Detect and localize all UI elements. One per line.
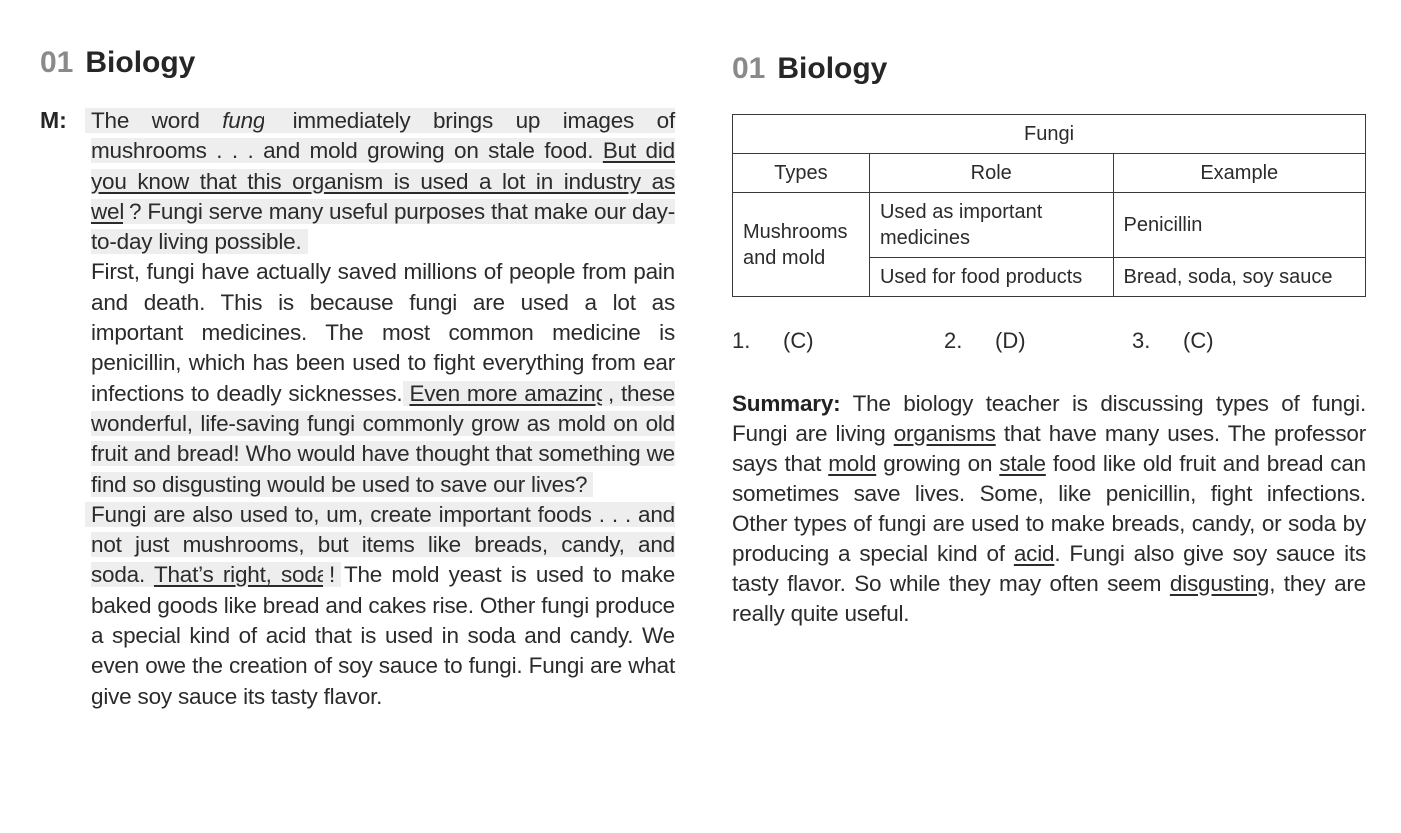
table-cell-type: Mushrooms and mold bbox=[733, 193, 870, 297]
answer-item bbox=[944, 328, 1026, 354]
section-number: 01 bbox=[732, 52, 766, 85]
text-run: First, fungi have actually saved millions of people from pain and death. This is because fungi are used a lot as important medicines. The most common medicine is penicillin, which has been used to fight everything from ear infections to deadly sicknesses. bbox=[91, 259, 675, 406]
table-header-example: Example bbox=[1113, 154, 1366, 193]
answer-number: 2. bbox=[944, 328, 963, 353]
section-title: Biology bbox=[85, 46, 196, 79]
section-heading-right bbox=[732, 52, 887, 86]
fungi-table bbox=[732, 114, 1366, 297]
answer-item bbox=[732, 328, 814, 354]
answer-choice: (C) bbox=[1183, 328, 1214, 353]
section-heading-left bbox=[40, 46, 195, 80]
answer-choice: (D) bbox=[995, 328, 1026, 353]
text-run: ? Fungi serve many useful purposes that make our day-to-day living possible. bbox=[91, 198, 675, 255]
text-run: Fungi are also used to, um, create important foods . . . and not just mushrooms, but items like breads, candy, and soda. bbox=[91, 501, 675, 588]
answer-key bbox=[732, 328, 1368, 358]
table-cell-example: Penicillin bbox=[1113, 193, 1366, 258]
text-run: The biology teacher is discussing types of fungi. Fungi are living bbox=[732, 391, 1366, 446]
text-run: food like old fruit and bread can sometimes save lives. Some, like penicillin, fight infections. Other types of fungi are used to make breads, candy, or soda by producing a special kind of bbox=[732, 451, 1366, 566]
text-run: That’s right, soda bbox=[153, 562, 329, 588]
text-run: The mold yeast is used to make baked goods like bread and cakes rise. Other fungi produce a special kind of acid that is used in soda and candy. We even owe the creation of soy sauce to fungi. Fungi are what give soy sauce its tasty flavor. bbox=[91, 562, 676, 709]
transcript-paragraph bbox=[91, 106, 675, 257]
text-run: fungi bbox=[222, 108, 271, 133]
table-header-role: Role bbox=[869, 154, 1113, 193]
text-run: stale bbox=[999, 451, 1046, 476]
text-run: that have many uses. The professor says that bbox=[732, 421, 1367, 476]
answer-number: 1. bbox=[732, 328, 751, 353]
table-cell-role: Used for food products bbox=[869, 258, 1113, 297]
text-run: But did you know that this organism is used a lot in industry as well bbox=[91, 138, 675, 224]
text-run: growing on bbox=[876, 451, 1000, 476]
text-run: The word bbox=[91, 108, 223, 133]
speaker-label: M: bbox=[40, 107, 67, 133]
table-title: Fungi bbox=[733, 115, 1366, 154]
text-run: Even more amazing bbox=[409, 380, 608, 406]
summary-paragraph bbox=[732, 389, 1366, 629]
text-run: organisms bbox=[893, 421, 996, 446]
text-run: , these wonderful, life-saving fungi commonly grow as mold on old fruit and bread! Who would have thought that something we find so disgusting would be used to save our lives? bbox=[91, 380, 675, 497]
text-run: acid bbox=[1013, 541, 1055, 566]
table-cell-example: Bread, soda, soy sauce bbox=[1113, 258, 1366, 297]
section-number: 01 bbox=[40, 46, 74, 79]
text-run: disgusting bbox=[1169, 571, 1270, 596]
answer-number: 3. bbox=[1132, 328, 1151, 353]
transcript-paragraph bbox=[91, 257, 675, 499]
table-cell-role: Used as important medicines bbox=[869, 193, 1113, 258]
answer-choice: (C) bbox=[783, 328, 814, 353]
summary-label: Summary: bbox=[732, 391, 841, 416]
text-run: , they are really quite useful. bbox=[732, 571, 1366, 626]
text-run: immediately brings up images of mushrooms . . . and mold growing on stale food. bbox=[91, 108, 675, 164]
text-run: mold bbox=[828, 451, 877, 476]
transcript-paragraph bbox=[91, 500, 675, 712]
text-run: ! bbox=[329, 562, 336, 588]
lecture-transcript bbox=[91, 106, 675, 712]
table-header-types: Types bbox=[733, 154, 870, 193]
section-title: Biology bbox=[777, 52, 888, 85]
text-run: . Fungi also give soy sauce its tasty flavor. So while they may often seem bbox=[732, 541, 1366, 596]
answer-item bbox=[1132, 328, 1214, 354]
